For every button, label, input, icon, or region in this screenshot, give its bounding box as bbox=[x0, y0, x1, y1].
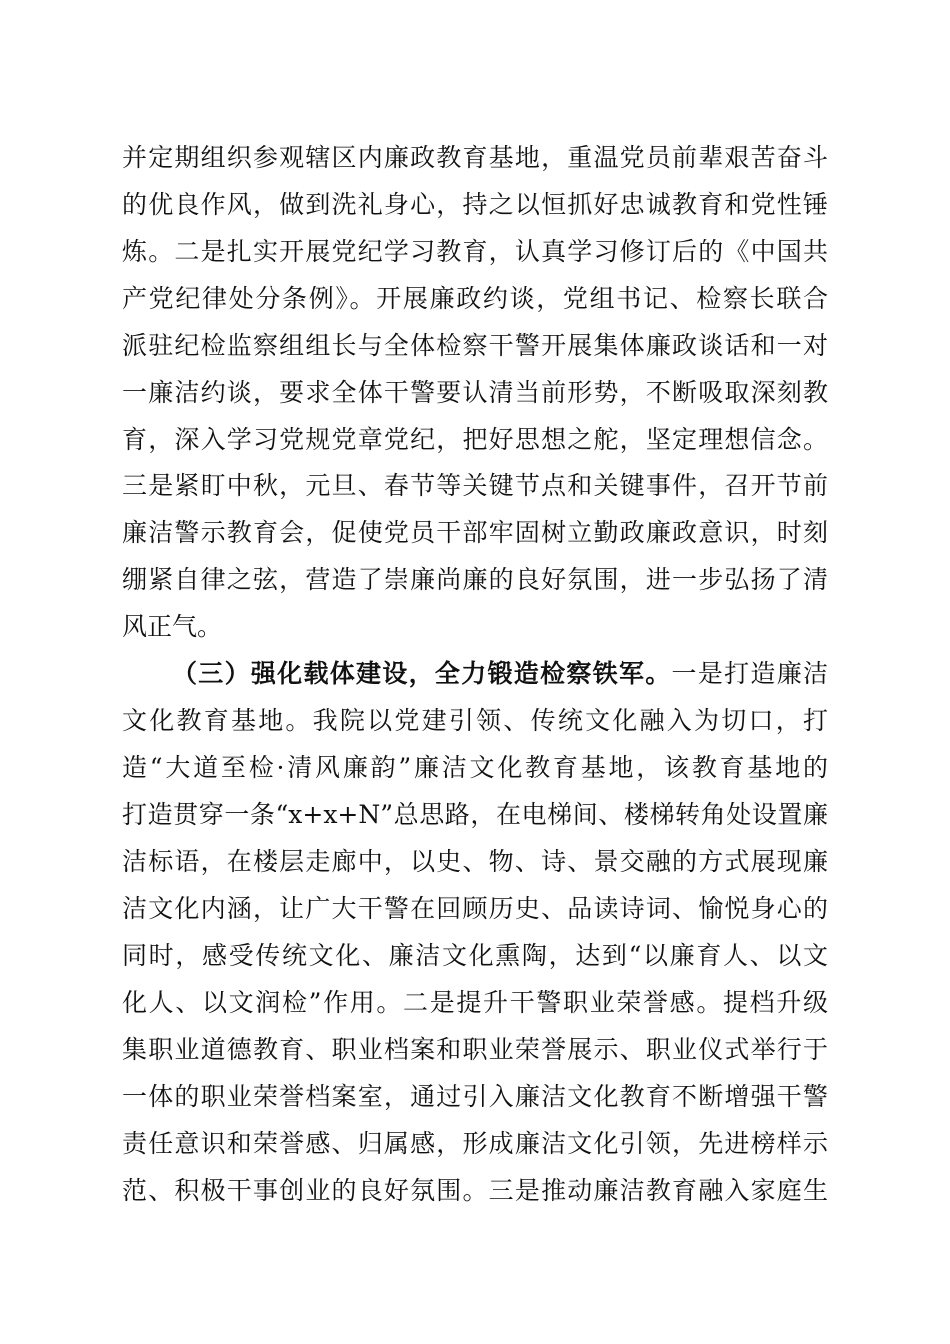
body-text-line: 育，深入学习党规党章党纪，把好思想之舵，坚定理想信念。 bbox=[122, 425, 828, 454]
body-text-line: 化人、以文润检”作用。二是提升干警职业荣誉感。提档升级 bbox=[122, 988, 828, 1017]
body-text-line: 并定期组织参观辖区内廉政教育基地，重温党员前辈艰苦奋斗 bbox=[122, 143, 828, 172]
body-text-line: 一体的职业荣誉档案室，通过引入廉洁文化教育不断增强干警 bbox=[122, 1082, 828, 1111]
body-text-line: 责任意识和荣誉感、归属感，形成廉洁文化引领，先进榜样示 bbox=[122, 1129, 828, 1158]
section-heading: （三）强化载体建设，全力锻造检察铁军。 bbox=[172, 659, 672, 688]
body-text-line: 文化教育基地。我院以党建引领、传统文化融入为切口，打 bbox=[122, 706, 828, 735]
body-text-line: 风正气。 bbox=[122, 612, 223, 641]
body-text-line: 造“大道至检·清风廉韵”廉洁文化教育基地，该教育基地的 bbox=[122, 753, 828, 782]
body-text-line: 同时，感受传统文化、廉洁文化熏陶，达到“以廉育人、以文 bbox=[122, 941, 828, 970]
body-text-line: 三是紧盯中秋，元旦、春节等关键节点和关键事件，召开节前 bbox=[122, 471, 828, 500]
heading-line-rest: 一是打造廉洁 bbox=[671, 659, 828, 688]
body-text-line: 派驻纪检监察组组长与全体检察干警开展集体廉政谈话和一对 bbox=[122, 331, 828, 360]
body-text-line: 集职业道德教育、职业档案和职业荣誉展示、职业仪式举行于 bbox=[122, 1035, 828, 1064]
body-text-line: 打造贯穿一条“x+x+N”总思路，在电梯间、楼梯转角处设置廉 bbox=[122, 800, 828, 829]
body-text-line: 范、积极干事创业的良好氛围。三是推动廉洁教育融入家庭生 bbox=[122, 1176, 828, 1205]
body-text-line: 廉洁警示教育会，促使党员干部牢固树立勤政廉政意识，时刻 bbox=[122, 518, 828, 547]
body-text-line: 产党纪律处分条例》。开展廉政约谈，党组书记、检察长联合 bbox=[122, 284, 828, 313]
body-text-line: 绷紧自律之弦，营造了崇廉尚廉的良好氛围，进一步弘扬了清 bbox=[122, 565, 828, 594]
body-text-line: 洁标语，在楼层走廊中，以史、物、诗、景交融的方式展现廉 bbox=[122, 847, 828, 876]
body-text-line: 洁文化内涵，让广大干警在回顾历史、品读诗词、愉悦身心的 bbox=[122, 894, 828, 923]
section-heading-line bbox=[172, 654, 828, 694]
body-text-line: 一廉洁约谈，要求全体干警要认清当前形势，不断吸取深刻教 bbox=[122, 378, 828, 407]
body-text-line: 炼。二是扎实开展党纪学习教育，认真学习修订后的《中国共 bbox=[122, 237, 828, 266]
body-text-line: 的优良作风，做到洗礼身心，持之以恒抓好忠诚教育和党性锤 bbox=[122, 190, 828, 219]
